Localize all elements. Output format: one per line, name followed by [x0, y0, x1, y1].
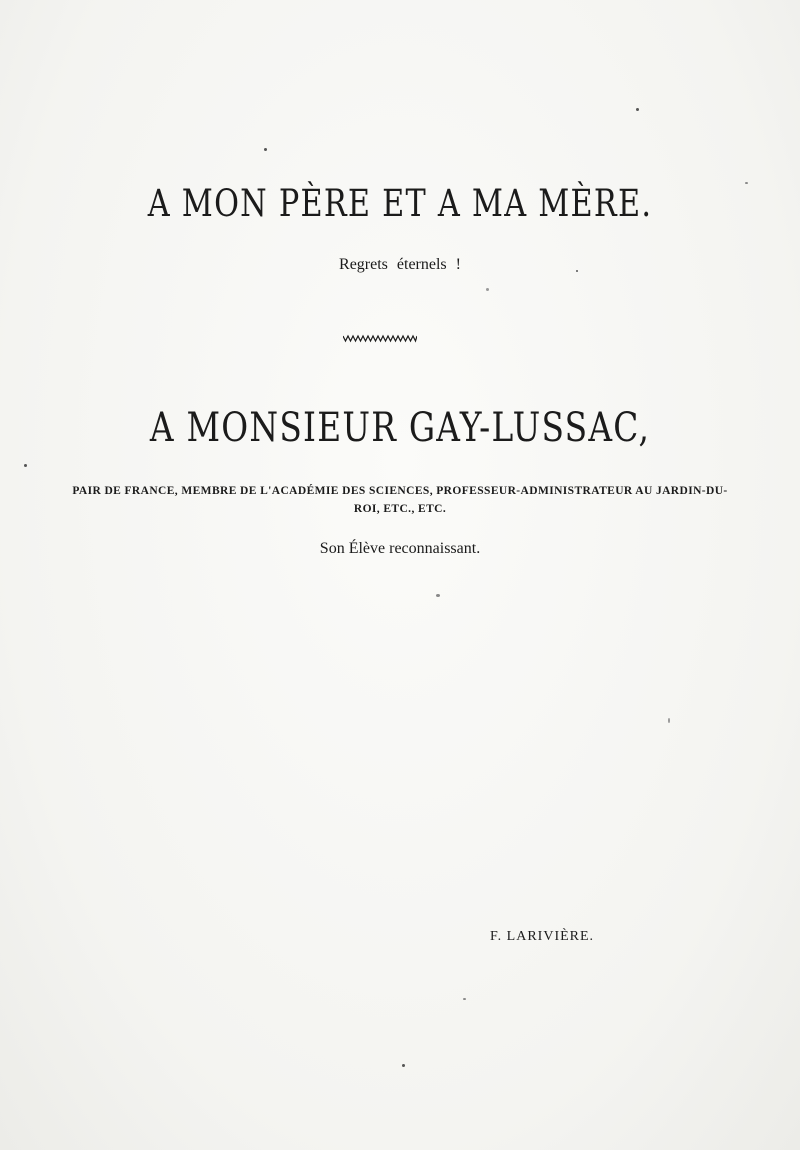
regrets-line: Regrets éternels !: [339, 256, 461, 273]
paper-speck: [576, 270, 578, 272]
student-line: Son Élève reconnaissant.: [319, 540, 481, 557]
paper-speck: [436, 594, 440, 597]
dedication-parents-heading: A MON PÈRE ET A MA MÈRE.: [147, 182, 653, 225]
wavy-rule-ornament: [343, 333, 417, 343]
dedication-mentor-heading: A MONSIEUR GAY-LUSSAC,: [149, 405, 651, 451]
paper-speck: [24, 464, 27, 467]
mentor-titles: PAIR DE FRANCE, MEMBRE DE L'ACADÉMIE DES SCIENCES, PROFESSEUR-ADMINISTRATEUR AU JARDIN-DU-ROI, ETC., ETC.: [72, 485, 728, 515]
signature: F. LARIVIÈRE.: [490, 929, 595, 944]
paper-speck: [402, 1064, 405, 1067]
paper-speck: [463, 998, 466, 1000]
paper-speck: [486, 288, 489, 291]
paper-speck: [668, 718, 670, 723]
paper-speck: [636, 108, 639, 111]
paper-speck: [745, 182, 748, 184]
paper-speck: [264, 148, 267, 151]
